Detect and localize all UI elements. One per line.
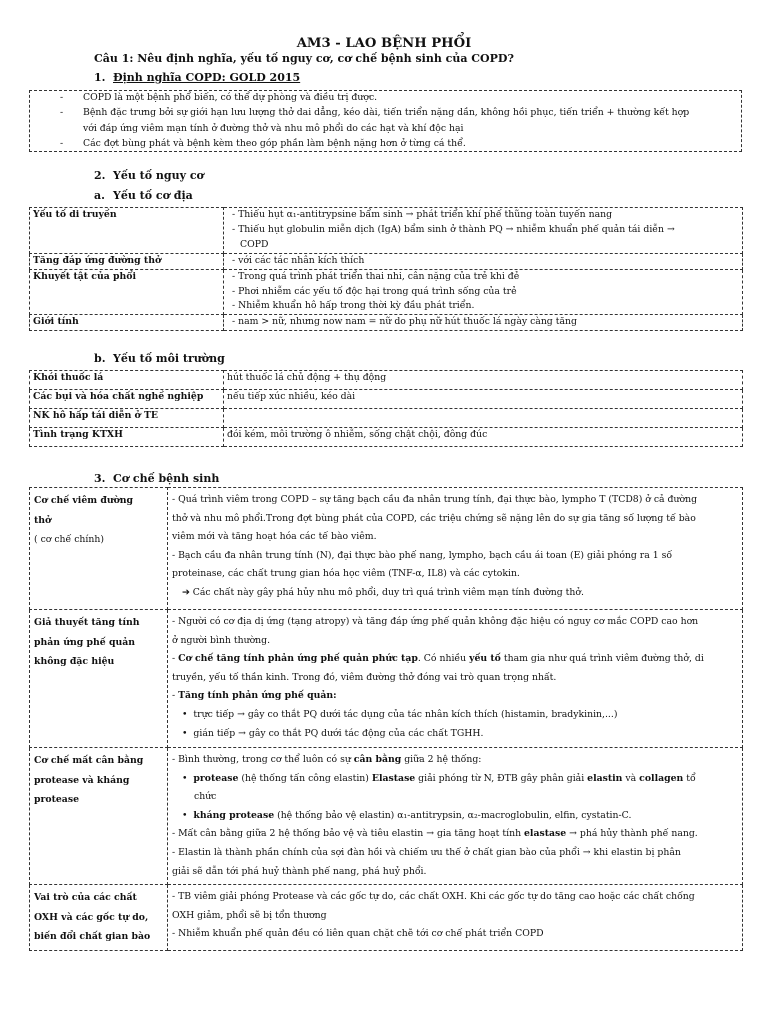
environment-factors-table (29, 370, 743, 447)
row-value: - Người có cơ địa dị ứng (tạng atropy) và tăng đáp ứng phế quản không đặc hiệu có nguy cơ mắc COPD cao hơn ở người bình thường. - Cơ chế tăng tính phản ứng phế quản phức tạp. Có nhiều yếu tố tham gia như quá trình viêm đường thở, di truyền, yếu tố thần kinh. Trong đó, viêm đường thở đóng vai trò quan trọng nhất. - Tăng tính phản ứng phế quản: • trực tiếp → gây co thắt PQ dưới tác dụng của tác nhân kích thích (histamin, bradykinin,...) • gián tiếp → gây co thắt PQ dưới tác động của các chất TGHH. (168, 610, 743, 748)
table-row (30, 885, 743, 951)
row-value: - với các tác nhân kích thích (224, 253, 743, 269)
section-2-heading: Yếu tố nguy cơ (113, 169, 204, 182)
table-row (30, 428, 743, 447)
table-row (30, 409, 743, 428)
section-2a-heading: Yếu tố cơ địa (113, 189, 193, 202)
row-value: - Bình thường, trong cơ thể luôn có sự cân bằng giữa 2 hệ thống: • protease (hệ thống tấn công elastin) Elastase giải phóng từ N, ĐTB gây phân giải elastin và collagen tổ chức • kháng protease (hệ thống bảo vệ elastin) α₁-antitrypsin, α₂-macroglobulin, elfin, cystatin-C. - Mất cân bằng giữa 2 hệ thống bảo vệ và tiêu elastin → gia tăng hoạt tính elastase → phá hủy thành phế nang. - Elastin là thành phần chính của sợi đàn hồi và chiếm ưu thế ở chất gian bào của phổi → khi elastin bị phân giải sẽ dẫn tới phá huỷ thành phế nang, phá huỷ phổi. (168, 748, 743, 885)
bullet-item: • protease (hệ thống tấn công elastin) Elastase giải phóng từ N, ĐTB gây phân giải elastin và collagen tổ (182, 772, 696, 784)
table-row (30, 748, 743, 885)
table-row (30, 269, 743, 315)
row-key: Yếu tố di truyền (30, 208, 224, 254)
row-key: Tăng đáp ứng đường thở (30, 253, 224, 269)
row-key: Các bụi và hóa chất nghề nghiệp (30, 390, 224, 409)
row-key: NK hô hấp tái diễn ở TE (30, 409, 224, 428)
bullet-item: • trực tiếp → gây co thắt PQ dưới tác dụng của tác nhân kích thích (histamin, bradykinin,...) (182, 708, 618, 720)
table-row (30, 315, 743, 331)
table-row (30, 371, 743, 390)
section-2b-number: b. (94, 352, 106, 365)
row-key: Cơ chế mất cân bằng protease và kháng protease (30, 748, 168, 885)
definition-item-continuation: với đáp ứng viêm mạn tính ở đường thở và nhu mô phổi do các hạt và khí độc hại (83, 122, 464, 134)
section-2a-number: a. (94, 189, 105, 202)
row-value: - TB viêm giải phóng Protease và các gốc tự do, các chất OXH. Khi các gốc tự do tăng cao hoặc các chất chống OXH giảm, phổi sẽ bị tổn thương - Nhiễm khuẩn phế quản đều có liên quan chặt chẽ tới cơ chế phát triển COPD (168, 885, 743, 951)
table-row (30, 610, 743, 748)
row-key: Vai trò của các chất OXH và các gốc tự do, biến đổi chất gian bào (30, 885, 168, 951)
row-key: Khuyết tật của phổi (30, 269, 224, 315)
row-key: Giả thuyết tăng tính phản ứng phế quản không đặc hiệu (30, 610, 168, 748)
row-value: - Trong quá trình phát triển thai nhi, cân nặng của trẻ khi đẻ - Phơi nhiễm các yếu tố độc hại trong quá trình sống của trẻ - Nhiễm khuẩn hô hấp trong thời kỳ đầu phát triển. (224, 269, 743, 315)
row-value: hút thuốc lá chủ động + thụ động (224, 371, 743, 390)
section-2-number: 2. (94, 169, 106, 182)
row-value: đói kém, môi trường ô nhiễm, sống chật chội, đông đúc (224, 428, 743, 447)
table-row (30, 390, 743, 409)
definition-item: - Bệnh đặc trưng bởi sự giới hạn lưu lượng thở dai dẳng, kéo dài, tiến triển nặng dần, không hồi phục, tiến triển + thường kết hợp (60, 107, 690, 119)
section-1-heading: Định nghĩa COPD: GOLD 2015 (113, 71, 301, 84)
row-value: - nam > nữ, nhưng now nam = nữ do phụ nữ hút thuốc lá ngày càng tăng (224, 315, 743, 331)
row-key: Tình trạng KTXH (30, 428, 224, 447)
row-key: Khói thuốc lá (30, 371, 224, 390)
definition-list (60, 90, 689, 152)
host-factors-table (29, 207, 743, 331)
section-2b-heading: Yếu tố môi trường (113, 352, 225, 365)
section-1-number: 1. (94, 71, 106, 84)
table-row (30, 488, 743, 610)
page-title: AM3 - LAO BỆNH PHỔI (296, 36, 472, 51)
row-value: nếu tiếp xúc nhiều, kéo dài (224, 390, 743, 409)
row-key: Cơ chế viêm đường thở ( cơ chế chính) (30, 488, 168, 610)
row-value (224, 409, 743, 428)
row-key: Giới tính (30, 315, 224, 331)
definition-item: - COPD là một bệnh phổ biến, có thể dự phòng và điều trị được. (60, 92, 378, 103)
question-heading: Câu 1: Nêu định nghĩa, yếu tố nguy cơ, cơ chế bệnh sinh của COPD? (94, 52, 514, 65)
table-row (30, 208, 743, 254)
table-row (30, 253, 743, 269)
pathogenesis-table (29, 487, 743, 951)
row-value: - Quá trình viêm trong COPD – sự tăng bạch cầu đa nhân trung tính, đại thực bào, lympho T (TCD8) ở cả đường thở và nhu mô phổi.Trong đợt bùng phát của COPD, các triệu chứng sẽ nặng lên do sự gia tăng số lượng tế bào viêm mới và tăng hoạt hóa các tế bào viêm. - Bạch cầu đa nhân trung tính (N), đại thực bào phế nang, lympho, bạch cầu ái toan (E) giải phóng ra 1 số proteinase, các chất trung gian hóa học viêm (TNF-α, IL8) và các cytokin. ➔ Các chất này gây phá hủy nhu mô phổi, duy trì quá trình viêm mạn tính đường thở. (168, 488, 743, 610)
bullet-item: • gián tiếp → gây co thắt PQ dưới tác động của các chất TGHH. (182, 727, 484, 739)
definition-item: - Các đợt bùng phát và bệnh kèm theo góp phần làm bệnh nặng hơn ở từng cá thể. (60, 138, 466, 150)
section-3-heading: Cơ chế bệnh sinh (113, 472, 220, 485)
bullet-item: • kháng protease (hệ thống bảo vệ elastin) α₁-antitrypsin, α₂-macroglobulin, elfin, cystatin-C. (182, 809, 632, 821)
section-3-number: 3. (94, 472, 106, 485)
row-value: - Thiếu hụt α₁-antitrypsine bẩm sinh → phát triển khí phế thũng toàn tuyến nang - Thiếu hụt globulin miễn dịch (IgA) bẩm sinh ở thành PQ → nhiễm khuẩn phế quản tái diễn → COPD (224, 208, 743, 254)
